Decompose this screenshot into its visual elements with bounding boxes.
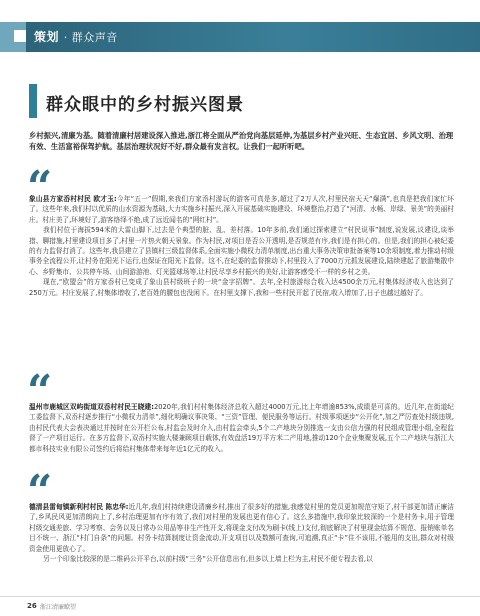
page-number: 26 — [27, 602, 37, 610]
footer-divider — [0, 596, 480, 597]
subsection-name: · 群众声音 — [63, 31, 118, 44]
speaker-name: 象山县方家岙村村民 欧才玉: — [29, 195, 117, 203]
testimony-paragraph: 象山县方家岙村村民 欧才玉:今年“五一”假期,来我们方家岙村游玩的游客可真是多,超过了2万人次,村里民宿天天“爆满”,也真是把我们家忙坏了。这些年来,我们村以优质的山水资源为基础,大力实施乡村振兴,深入开展基础实施建设、环境整治,打造了“河清、水畅、岸绿、景美”的美丽村庄。村庄美了,环境好了,游客络绎不绝,成了远近闻名的“网红村”。 — [29, 195, 454, 224]
testimony-paragraph: 另一个印象比较深的是二维码公开平台,以前村级“三务”公开信息出有,但多以上墙上栏为主,村民不便专程去看,以 — [43, 555, 373, 564]
testimony-block — [29, 194, 454, 298]
article-intro: 乡村振兴,清廉为基。随着清廉村居建设深入推进,浙江将全面从严治党向基层延伸,为基层乡村产业兴旺、生态宜居、乡风文明、治理有效、生活富裕保驾护航。基层治理状况好不好,群众最有发言权。让我们一起听听吧。 — [29, 131, 454, 151]
testimony-paragraph: 现在,“欧盟会”的方家岙村已变成了象山县村级班子的一块“金字招牌”。去年,全村旅游综合收入达4500余万元,村集体经济收入也达到了250万元。村庄发展了,村集体增收了,老百姓的腰包也没闲下。在村里支撑下,我和一些村民开起了民宿,收入增加了,日子也越过越好了。 — [29, 278, 454, 297]
article-title: 群众眼中的乡村振兴图景 — [46, 95, 244, 115]
speaker-name: 温州市鹿城区双屿街道双岙村村民王晓建: — [29, 403, 154, 411]
testimony-block — [29, 402, 454, 454]
title-accent-bar — [29, 84, 37, 118]
testimony-block — [29, 502, 454, 564]
testimony-paragraph: 温州市鹿城区双屿街道双岙村村民王晓建:2020年,我们村村集体经济总收入超过4000万元,比上年增逾853%,成绩是可喜的。近几年,在街道纪工委监督下,双岙村逐步推行“小微权力清单”,细化明确议事决策、“三资”管理、便民服务等运行。村级事项逐步“公开化”,加之严厉查处村级违规,由村民代表大会表决通过并按时在公开栏公布,村监会及时介入,由村监会牵头,5个二产地块分别推选一支由公信力强的村民组成管理小组,全程监督了一产项目运行。在多方监督下,双岙村实施大楼兼顾项目载体,有效盘活19万平方米二产用地,推动120个企业集聚发展,五个二产地块与浙江大都市科技实业有限公司签约后将给村集体带来每年近1亿元的收入。 — [29, 403, 454, 453]
section-header-bar — [0, 22, 480, 52]
quote-mark-icon: “ — [27, 466, 53, 517]
testimony-paragraph: 德清县雷甸镇新利村村民 陈忠华:近几年,我们村持续建设清廉乡村,推出了很多好的措施,我感觉村里的党员更加规范守矩了,村干部更加清正廉洁了,乡风民风更加清朗向上了,乡村治理更加有序有效了,我们对村里的发展也更有信心了。这么多措施中,我印象比较深的一个是村务卡,用于管理村级交通差旅、学习考察、会务以及日常办公用品等非生产性开支,将现金支付改为刷卡(线上)支付,彻底解决了村里现金结算不规范、报销账单名目不统一、浙江“村门自条”的问题。村务卡结算制度让资金流动,开支项目以及数额可查询,可追溯,真正“卡”住不该用,不能用的支出,群众对村级资金使用更放心了。 — [29, 503, 454, 553]
section-name: 策划 — [34, 30, 60, 44]
quote-mark-icon: “ — [27, 162, 53, 213]
testimony-paragraph: 我们村位于海拔594米的大雷山脚下,过去是个典型的脏、乱、差村落。10年多前,我们通过探索建立“村民说事”制度,说发展,议建设,谈举措、聊措施,村里建设项目多了,村里一片热火朝天景象。作为村民,对项目是否公开透明,是否规范有序,我们是有担心的。但是,我们的担心被纪委的有力监督打消了。这些年,我县建立了县镇村三级监督体系,全面实施小微权力清单制度,出台重大事务决策审批备案等10余项制度,着力推动村级事务全流程公开,让村务在阳光下运行,也保证在阳光下监督。这不,在纪委的监督推动下,村里投入了7000万元抓发展建设,陆续建起了旅游集散中心、乡野集市、公共停车场、山间游游池、灯光篮球场等,让村民尽享乡村振兴的美好,让游客感受不一样的乡村之美。 — [29, 226, 454, 276]
speaker-name: 德清县雷甸镇新利村村民 陈忠华: — [29, 503, 129, 511]
square-bullet-icon — [14, 30, 26, 42]
magazine-name: 浙江清廉瞭望 — [40, 604, 77, 611]
section-title — [34, 28, 118, 45]
quote-mark-icon: “ — [27, 366, 53, 417]
